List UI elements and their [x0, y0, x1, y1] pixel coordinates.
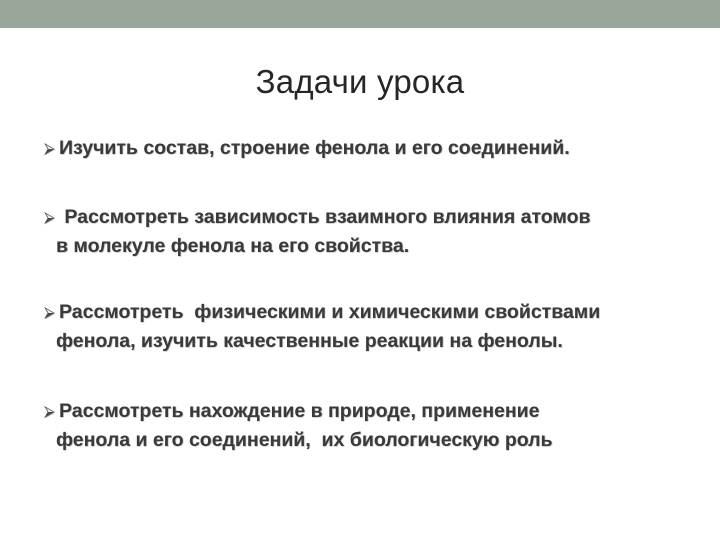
slide-title: Задачи урока	[255, 63, 465, 100]
bullet-item-2	[44, 203, 704, 260]
bullet-text: Изучить состав, строение фенола и его соединений.	[59, 137, 570, 159]
bullet-item-4	[44, 397, 704, 454]
bullet-text: Рассмотреть зависимость взаимного влияния атомов	[59, 206, 591, 228]
bullet-text-continuation: фенола и его соединений, их биологическую роль	[56, 429, 553, 451]
bullet-text: Рассмотреть физическими и химическими свойствами	[59, 301, 601, 323]
top-accent-band	[0, 0, 720, 28]
bullet-text: Рассмотреть нахождение в природе, применение	[59, 400, 540, 422]
arrow-bullet-icon: ⮚	[44, 140, 55, 157]
bullet-text-continuation: в молекуле фенола на его свойства.	[56, 235, 410, 257]
bullet-item-3	[44, 298, 704, 355]
arrow-bullet-icon: ⮚	[44, 304, 55, 321]
arrow-bullet-icon: ⮚	[44, 403, 55, 420]
arrow-bullet-icon: ⮚	[44, 209, 55, 226]
bullet-item-1	[44, 134, 704, 163]
bullet-text-continuation: фенола, изучить качественные реакции на фенолы.	[56, 330, 563, 352]
